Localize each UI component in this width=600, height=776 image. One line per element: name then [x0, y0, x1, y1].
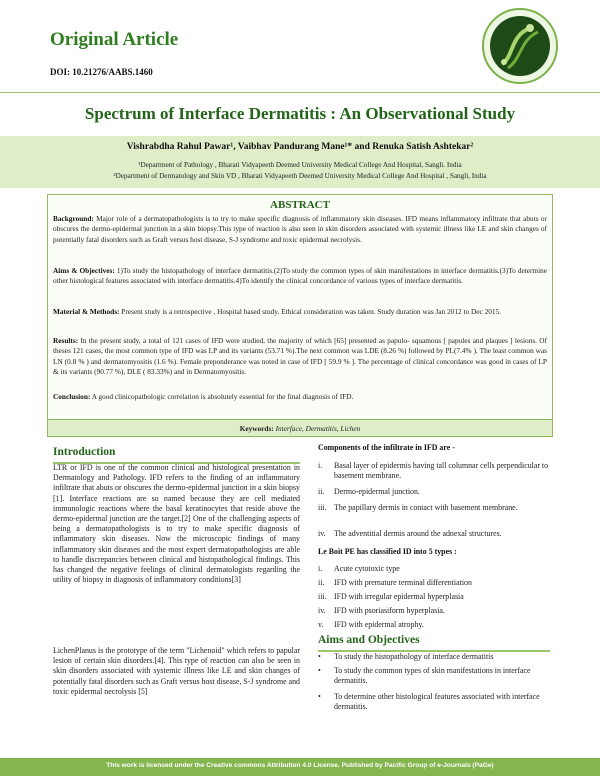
list-item — [318, 487, 550, 497]
list-marker: iv. — [318, 606, 326, 615]
list-text: IFD with irregular epidermal hyperplasia — [334, 592, 464, 601]
introduction-para-2: LichenPlanus is the prototype of the term "Lichenoid" which refers to papular lesion of certain skin disorders.[4]. This type of reaction can also be seen in skin disorders associated with systemic illness like LE and skin changes of potentially fatal disorders such as Graft versus host disease, S-J syndrome and toxic epidermal necrolysis [5] — [53, 646, 300, 696]
list-item — [318, 692, 550, 712]
bullet-icon: • — [318, 666, 321, 675]
list-marker: iii. — [318, 503, 327, 512]
list-marker: iii. — [318, 592, 327, 601]
list-item — [318, 503, 550, 513]
doi-label: DOI: 10.21276/AABS.1460 — [50, 67, 153, 77]
components-heading: Components of the infiltrate in IFD are - — [318, 443, 455, 452]
list-marker: i. — [318, 564, 323, 573]
bullet-icon: • — [318, 652, 321, 661]
list-item — [318, 461, 550, 481]
list-marker: iv. — [318, 529, 326, 538]
background-label: Background: — [53, 214, 94, 223]
abstract-methods — [53, 307, 547, 317]
affiliation-2: ²Department of Dermatology and Skin VD , Bharati Vidyapeeth Deemed University Medical College And Hospital , Sangli, India — [113, 172, 487, 180]
conclusion-label: Conclusion: — [53, 392, 91, 401]
license-footer: This work is licensed under the Creative commons Attribution 4.0 License. Published by Pacific Group of e-Journals (PaGe) — [106, 762, 494, 769]
article-type-label: Original Article — [50, 29, 179, 50]
list-item — [318, 578, 550, 588]
list-text: To study the histopathology of interface dermatitis — [334, 652, 494, 661]
list-text: The adventitial dermis around the adnexal structures. — [334, 529, 502, 538]
aims-label: Aims & Objectives: — [53, 266, 115, 275]
header-rule — [0, 92, 600, 93]
list-marker: v. — [318, 620, 324, 629]
list-marker: ii. — [318, 487, 325, 496]
aims-text: 1)To study the histopathology of interface dermatitis.(2)To study the common types of skin manifestations in interface dermatitis.(3)To determine other histological features associated with interface dermatitis.4)To identify the clinical concordance of various types of interface dermatitis. — [53, 266, 548, 286]
list-item — [318, 652, 550, 662]
list-text: IFD with epidermal atrophy. — [334, 620, 424, 629]
methods-label: Material & Methods: — [53, 307, 120, 316]
list-text: To determine other histological features associated with interface dermatitis. — [334, 692, 540, 712]
abstract-background — [53, 214, 547, 245]
keywords-text: Interface, Dermatitis, Lichen — [275, 424, 361, 433]
list-marker: i. — [318, 461, 323, 470]
list-text: IFD with psoriasiform hyperplasia. — [334, 606, 445, 615]
list-item — [318, 592, 550, 602]
list-text: Dermo-epidermal junction. — [334, 487, 420, 496]
aims-objectives-heading: Aims and Objectives — [318, 634, 420, 646]
page-header — [0, 0, 600, 86]
methods-text: Present study is a retrospective , Hospital based study. Ethical consideration was taken. Study duration was Jan 2012 to Dec 2015. — [121, 307, 501, 316]
introduction-heading: Introduction — [53, 446, 116, 458]
background-text: Major role of a dermatopathologists is to try to make specific diagnosis of inflammatory skin diseases. IFD means inflammatory infiltrate that abuts or obscures the dermo-epidermal junction in a skin biopsy.This type of reaction is also seen in skin disorders associated with systemic illness like LE and skin changes of potentially fatal disorders such as Graft versus host disease, S-J syndrome and toxic epidermal necrolysis. — [53, 214, 547, 244]
leboit-heading: Le Boit PE has classified ID into 5 types : — [318, 547, 457, 556]
abstract-heading: ABSTRACT — [270, 199, 330, 211]
bullet-icon: • — [318, 692, 321, 701]
abstract-results — [53, 336, 547, 378]
list-text: Acute cytotoxic type — [334, 564, 400, 573]
list-marker: ii. — [318, 578, 325, 587]
conclusion-text: A good clinicopathologic correlation is absolutely essential for the final diagnosis of IFD. — [91, 392, 354, 401]
list-item — [318, 606, 550, 616]
article-title: Spectrum of Interface Dermatitis : An Observational Study — [84, 104, 516, 123]
abstract-aims — [53, 266, 547, 287]
list-item — [318, 564, 550, 574]
results-text: In the present study, a total of 121 cases of IFD were studied, the majority of which [65] presented as papulo- squamous [ papules and plaques ] lesions. Of theses 121 cases, the most common type of IFD was LP and its variants (53.71 %).The next common was LDE (8.26 %) followed by PL(7.4% ). The least common was LN (0.8 % ) and dermatomyositis (1.6 %). Female preponderance was noted in case of IFD [ 59.9 % ]. The percentage of clinical concordance was good in cases of LP & its variants (90.77 %), DLE ( 83.33%) and in Dermatomyositis. — [53, 336, 548, 377]
results-label: Results: — [53, 336, 79, 345]
keywords-label: Keywords: — [239, 424, 274, 433]
list-item — [318, 620, 550, 630]
keywords — [0, 424, 600, 433]
journal-logo-icon — [480, 6, 560, 86]
list-text: To study the common types of skin manifestations in interface dermatitis. — [334, 666, 531, 686]
affiliation-1: ¹Department of Pathology , Bharati Vidyapeeth Deemed University Medical College And Hospital, Sangli. India — [138, 161, 462, 169]
list-text: IFD with premature terminal differentiation — [334, 578, 472, 587]
introduction-para-1: LTR or IFD is one of the common clinical and histological presentation in Dermatology and Pathology. IFD refers to the finding of an inflammatory infiltrate that abuts or obscures the dermo-epidermal junction in a skin biopsy [1]. Interface reactions are so named because they are cell mediated immunologic reactions where the basal keratinocytes that reside above the dermo-epidermal junction are the target.[2] One of the challenging aspects of being a dermatopathologists is to try to make specific diagnosis of inflammatory skin diseases. Now the microscopic findings of many inflammatory skin diseases and the most expert dermatopathologists are able to handle discrepancies between clinical and histopathological findings. This has changed the negative feelings of clinical dermatologists regarding the utility of biopsy in diagnosis of inflammatory conditions[3] — [53, 463, 300, 585]
author-list: Vishrabdha Rahul Pawar¹, Vaibhav Pandurang Mane¹* and Renuka Satish Ashtekar² — [126, 142, 474, 152]
abstract-conclusion — [53, 392, 547, 402]
list-item — [318, 529, 550, 539]
list-text: Basal layer of epidermis having tall columnar cells perpendicular to basement membrane. — [334, 461, 549, 481]
list-text: The papillary dermis in contact with basement membrane. — [334, 503, 518, 512]
list-item — [318, 666, 550, 686]
